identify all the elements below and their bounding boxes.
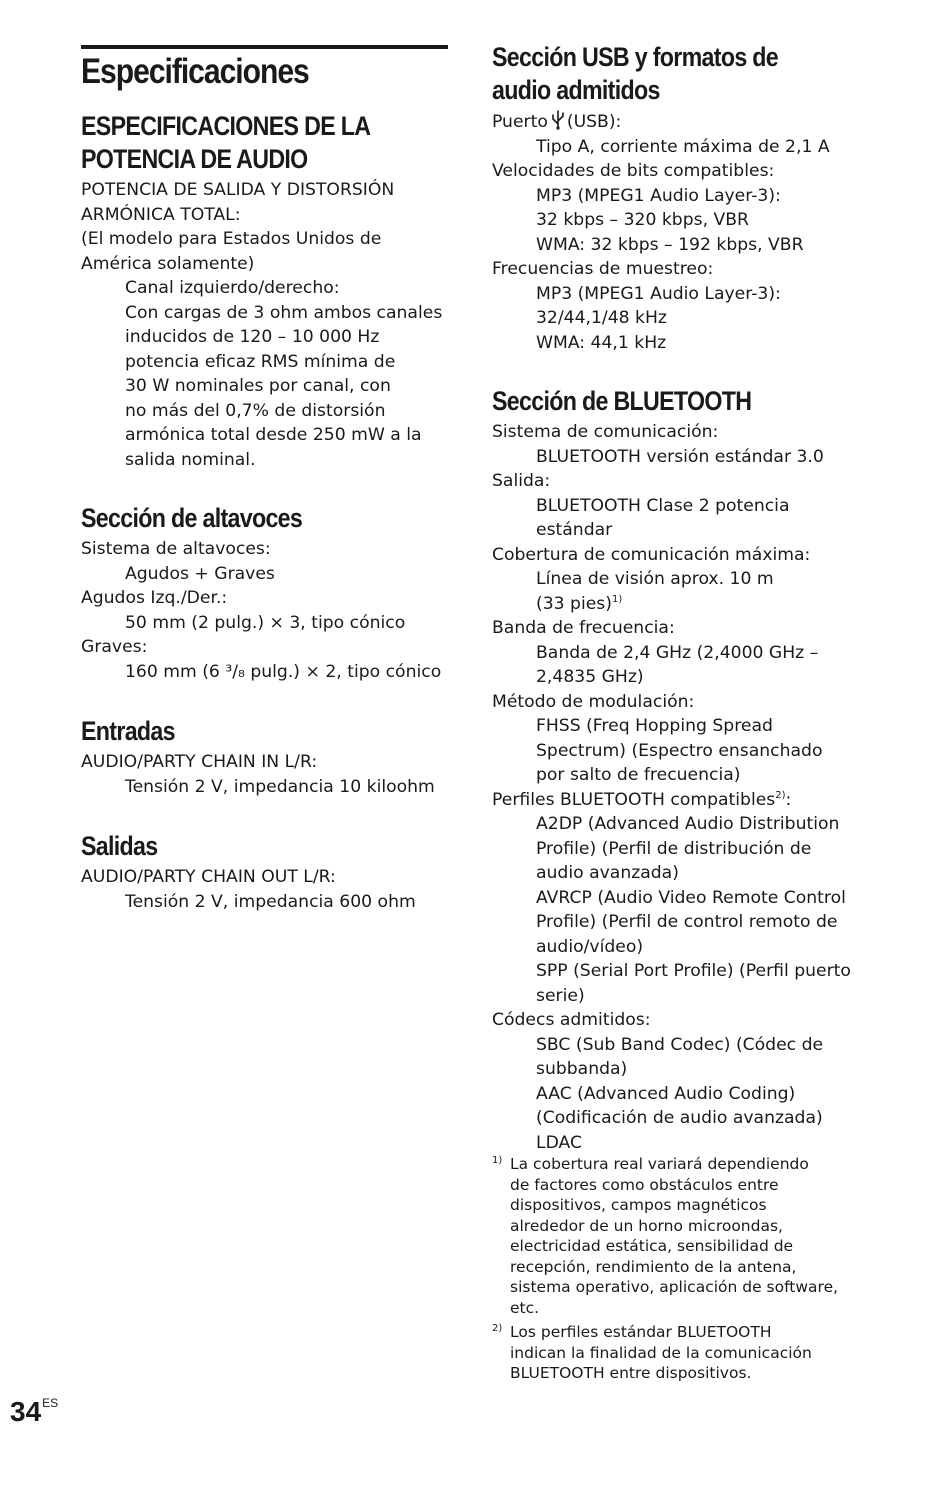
- outputs-body: [81, 865, 416, 914]
- bluetooth-body: [492, 420, 851, 1155]
- spec-line: potencia eficaz RMS mínima de: [125, 351, 396, 372]
- spec-text: Perfiles BLUETOOTH compatibles: [492, 789, 776, 810]
- spec-line: audio/vídeo): [536, 936, 644, 957]
- spec-line: LDAC: [536, 1132, 582, 1153]
- usb-heading-line2: audio admitidos: [492, 75, 660, 105]
- spec-line: Tensión 2 V, impedancia 10 kiloohm: [125, 776, 435, 797]
- spec-line: ARMÓNICA TOTAL:: [81, 204, 241, 225]
- footnote-ref: 1): [611, 593, 623, 605]
- spec-line: Cobertura de comunicación máxima:: [492, 544, 811, 565]
- spec-line: Agudos Izq./Der.:: [81, 588, 228, 608]
- usb-heading-line1: Sección USB y formatos de: [492, 42, 779, 72]
- spec-line: Línea de visión aprox. 10 m: [536, 569, 774, 589]
- spec-line: no más del 0,7% de distorsión: [125, 400, 386, 421]
- usb-port-line: [492, 110, 830, 135]
- spec-line: (El modelo para Estados Unidos de: [81, 229, 382, 249]
- page-number-value: 34: [10, 1396, 42, 1427]
- spec-line: serie): [536, 985, 585, 1006]
- spec-line: WMA: 44,1 kHz: [536, 332, 667, 353]
- spec-line: 32/44,1/48 kHz: [536, 308, 667, 328]
- footnote-line: La cobertura real variará dependiendo: [510, 1155, 809, 1173]
- spec-line: 30 W nominales por canal, con: [125, 376, 391, 396]
- footnote-line: electricidad estática, sensibilidad de: [510, 1237, 794, 1255]
- footnote-line: etc.: [510, 1298, 540, 1317]
- spec-line: AUDIO/PARTY CHAIN OUT L/R:: [81, 867, 336, 887]
- spec-line: BLUETOOTH Clase 2 potencia: [536, 495, 790, 516]
- spec-line: AUDIO/PARTY CHAIN IN L/R:: [81, 752, 318, 772]
- footnote-line: sistema operativo, aplicación de software,: [510, 1278, 839, 1296]
- spec-line: inducidos de 120 – 10 000 Hz: [125, 327, 380, 347]
- usb-body: [492, 110, 830, 355]
- bluetooth-heading: Sección de BLUETOOTH: [492, 386, 752, 416]
- spec-line: POTENCIA DE SALIDA Y DISTORSIÓN: [81, 180, 395, 200]
- spec-line: Frecuencias de muestreo:: [492, 259, 714, 279]
- footnote-line: recepción, rendimiento de la antena,: [510, 1257, 797, 1276]
- page-language: ES: [42, 1396, 59, 1410]
- spec-line: MP3 (MPEG1 Audio Layer-3):: [536, 283, 781, 304]
- spec-line: Sistema de altavoces:: [81, 539, 271, 559]
- inputs-section: [81, 715, 190, 748]
- spec-line: 50 mm (2 pulg.) × 3, tipo cónico: [125, 612, 406, 633]
- page-number: [10, 1396, 58, 1428]
- spec-line: Sistema de comunicación:: [492, 422, 719, 442]
- spec-line: A2DP (Advanced Audio Distribution: [536, 814, 840, 834]
- inputs-body: [81, 750, 435, 799]
- title-rule: [81, 45, 448, 49]
- spec-line: Profile) (Perfil de distribución de: [536, 838, 812, 859]
- spec-line: América solamente): [81, 253, 255, 274]
- spec-line: Códecs admitidos:: [492, 1010, 651, 1030]
- spec-line: salida nominal.: [125, 449, 256, 470]
- spec-line: subbanda): [536, 1059, 628, 1079]
- spec-line: Banda de frecuencia:: [492, 618, 675, 638]
- bluetooth-section: [492, 385, 794, 418]
- spec-line: por salto de frecuencia): [536, 765, 741, 785]
- spec-line: MP3 (MPEG1 Audio Layer-3):: [536, 185, 781, 206]
- spec-line: Método de modulación:: [492, 691, 695, 712]
- spec-line: FHSS (Freq Hopping Spread: [536, 716, 773, 736]
- spec-line: estándar: [536, 520, 613, 540]
- spec-line: AVRCP (Audio Video Remote Control: [536, 887, 846, 908]
- spec-line: WMA: 32 kbps – 192 kbps, VBR: [536, 234, 804, 255]
- footnote-line: BLUETOOTH entre dispositivos.: [510, 1364, 752, 1382]
- spec-line-with-footnote: [492, 788, 851, 813]
- spec-line: Tipo A, corriente máxima de 2,1 A: [536, 136, 830, 157]
- spec-line: 32 kbps – 320 kbps, VBR: [536, 210, 749, 230]
- spec-line: Banda de 2,4 GHz (2,4000 GHz –: [536, 642, 819, 663]
- footnote-mark: 2): [492, 1323, 503, 1334]
- spec-line: armónica total desde 250 mW a la: [125, 425, 422, 445]
- footnote-line: alrededor de un horno microondas,: [510, 1216, 783, 1235]
- speakers-section: [81, 502, 338, 535]
- footnote-mark: 1): [492, 1155, 503, 1166]
- footnote-2: [492, 1322, 812, 1384]
- footnote-1: [492, 1154, 838, 1318]
- usb-port-suffix: (USB):: [566, 112, 622, 132]
- footnote-ref: 2): [775, 789, 786, 801]
- footnote-line: Los perfiles estándar BLUETOOTH: [510, 1323, 772, 1341]
- outputs-section: [81, 830, 170, 863]
- spec-line: SBC (Sub Band Codec) (Códec de: [536, 1034, 824, 1055]
- inputs-heading: Entradas: [81, 716, 175, 746]
- footnote-line: de factores como obstáculos entre: [510, 1175, 779, 1194]
- spec-line-with-footnote: [492, 592, 851, 617]
- audio-power-section: [81, 110, 417, 176]
- spec-line: Con cargas de 3 ohm ambos canales: [125, 302, 443, 323]
- usb-port-prefix: Puerto: [492, 112, 548, 132]
- spec-line: Velocidades de bits compatibles:: [492, 161, 775, 181]
- spec-line: Graves:: [81, 637, 148, 657]
- footnote-line: dispositivos, campos magnéticos: [510, 1196, 767, 1214]
- audio-power-body: [81, 178, 442, 472]
- spec-line: BLUETOOTH versión estándar 3.0: [536, 446, 824, 467]
- spec-line: Tensión 2 V, impedancia 600 ohm: [125, 891, 416, 912]
- spec-line: 2,4835 GHz): [536, 667, 644, 687]
- spec-line: 160 mm (6 ³/₈ pulg.) × 2, tipo cónico: [125, 661, 442, 682]
- audio-heading-line2: POTENCIA DE AUDIO: [81, 144, 308, 174]
- spec-line: Agudos + Graves: [125, 563, 275, 584]
- spec-line: Spectrum) (Espectro ensanchado: [536, 740, 823, 761]
- spec-line: audio avanzada): [536, 863, 679, 883]
- speakers-body: [81, 537, 441, 684]
- spec-line: Canal izquierdo/derecho:: [125, 278, 340, 298]
- usb-icon: [551, 110, 565, 130]
- spec-line: (Codificación de audio avanzada): [536, 1108, 823, 1128]
- footnote-line: indican la finalidad de la comunicación: [510, 1343, 812, 1362]
- outputs-heading: Salidas: [81, 831, 158, 861]
- spec-line: SPP (Serial Port Profile) (Perfil puerto: [536, 961, 851, 981]
- spec-line: Salida:: [492, 471, 551, 491]
- spec-text: (33 pies): [536, 593, 612, 614]
- page-title: Especificaciones: [81, 52, 309, 91]
- spec-line: Profile) (Perfil de control remoto de: [536, 912, 838, 932]
- speakers-heading: Sección de altavoces: [81, 503, 303, 533]
- usb-section: [492, 41, 825, 107]
- audio-heading-line1: ESPECIFICACIONES DE LA: [81, 111, 371, 141]
- spec-line: AAC (Advanced Audio Coding): [536, 1083, 796, 1104]
- spec-text-end: :: [785, 789, 792, 810]
